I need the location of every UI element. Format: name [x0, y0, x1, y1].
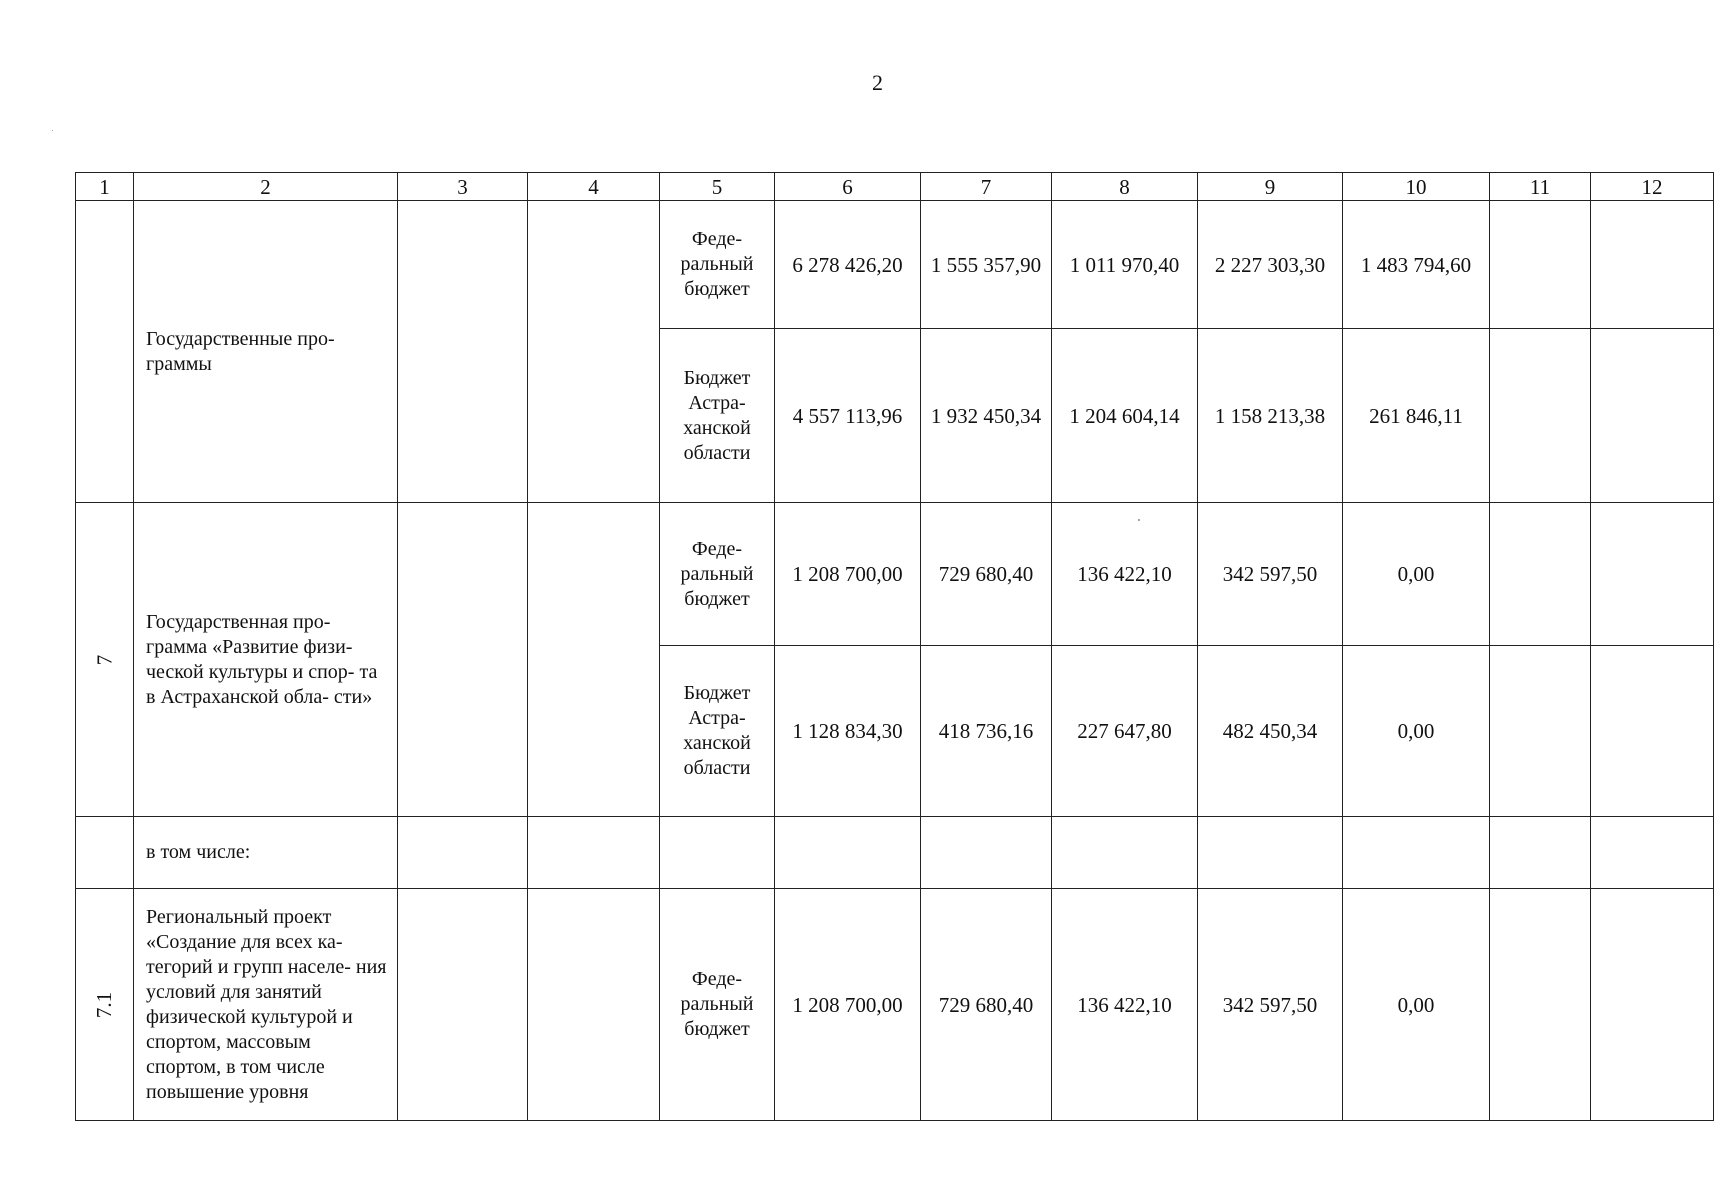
scan-speck — [52, 130, 53, 131]
header-cell: 12 — [1591, 173, 1714, 201]
row-number-cell: 7.1 — [76, 889, 134, 1121]
value-cell: 1 208 700,00 — [775, 503, 921, 646]
value-cell: 729 680,40 — [921, 503, 1052, 646]
empty-cell — [1198, 817, 1343, 889]
value-cell: 261 846,11 — [1343, 329, 1490, 503]
empty-cell — [398, 817, 528, 889]
budget-table — [75, 172, 1714, 1121]
value-cell: 1 932 450,34 — [921, 329, 1052, 503]
empty-cell — [1343, 817, 1490, 889]
value-cell: 482 450,34 — [1198, 646, 1343, 817]
table-row — [76, 817, 1714, 889]
value-cell: 342 597,50 — [1198, 889, 1343, 1121]
empty-cell — [1490, 889, 1591, 1121]
program-name-cell: Государственная про- грамма «Развитие физи- ческой культуры и спор- та в Астраханской обла- сти» — [134, 503, 398, 817]
header-cell: 10 — [1343, 173, 1490, 201]
empty-cell — [1490, 503, 1591, 646]
empty-cell — [1591, 329, 1714, 503]
value-cell: 0,00 — [1343, 503, 1490, 646]
header-cell: 5 — [660, 173, 775, 201]
value-cell: 1 208 700,00 — [775, 889, 921, 1121]
row-number-cell — [76, 201, 134, 503]
value-cell: 342 597,50 — [1198, 503, 1343, 646]
value-cell: 136 422,10 — [1052, 503, 1198, 646]
table-row — [76, 503, 1714, 646]
empty-cell — [528, 817, 660, 889]
empty-cell — [921, 817, 1052, 889]
header-cell: 9 — [1198, 173, 1343, 201]
empty-cell — [660, 817, 775, 889]
value-cell: 0,00 — [1343, 889, 1490, 1121]
program-name-cell: Региональный проект «Создание для всех ка- тегорий и групп населе- ния условий для занятий физической культурой и спортом, массовым спортом, в том числе повышение уровня — [134, 889, 398, 1121]
funding-source-cell: Бюджет Астра- ханской области — [660, 329, 775, 503]
value-cell: 0,00 — [1343, 646, 1490, 817]
header-cell: 6 — [775, 173, 921, 201]
funding-source-cell: Бюджет Астра- ханской области — [660, 646, 775, 817]
value-cell: 1 204 604,14 — [1052, 329, 1198, 503]
empty-cell — [1591, 817, 1714, 889]
value-cell: 136 422,10 — [1052, 889, 1198, 1121]
empty-cell — [1490, 201, 1591, 329]
value-cell: 729 680,40 — [921, 889, 1052, 1121]
value-cell: 2 227 303,30 — [1198, 201, 1343, 329]
header-cell: 7 — [921, 173, 1052, 201]
funding-source-cell: Феде- ральный бюджет — [660, 201, 775, 329]
header-cell: 11 — [1490, 173, 1591, 201]
header-cell: 8 — [1052, 173, 1198, 201]
table-row — [76, 889, 1714, 1121]
value-cell: 1 555 357,90 — [921, 201, 1052, 329]
scan-speck — [1138, 519, 1140, 521]
value-cell: 1 158 213,38 — [1198, 329, 1343, 503]
value-cell: 418 736,16 — [921, 646, 1052, 817]
empty-cell — [775, 817, 921, 889]
page-number: 2 — [872, 70, 883, 95]
header-cell: 4 — [528, 173, 660, 201]
row-number-cell: 7 — [76, 503, 134, 817]
header-row — [76, 173, 1714, 201]
empty-cell — [1490, 817, 1591, 889]
empty-cell — [398, 889, 528, 1121]
empty-cell — [528, 503, 660, 817]
table-row — [76, 201, 1714, 329]
header-cell: 2 — [134, 173, 398, 201]
program-name-cell: в том числе: — [134, 817, 398, 889]
value-cell: 227 647,80 — [1052, 646, 1198, 817]
value-cell: 1 011 970,40 — [1052, 201, 1198, 329]
empty-cell — [398, 201, 528, 503]
empty-cell — [1490, 646, 1591, 817]
value-cell: 1 483 794,60 — [1343, 201, 1490, 329]
funding-source-cell: Феде- ральный бюджет — [660, 503, 775, 646]
empty-cell — [1591, 201, 1714, 329]
header-cell: 3 — [398, 173, 528, 201]
value-cell: 6 278 426,20 — [775, 201, 921, 329]
value-cell: 1 128 834,30 — [775, 646, 921, 817]
funding-source-cell: Феде- ральный бюджет — [660, 889, 775, 1121]
empty-cell — [528, 201, 660, 503]
empty-cell — [528, 889, 660, 1121]
empty-cell — [1490, 329, 1591, 503]
row-number-cell — [76, 817, 134, 889]
empty-cell — [1591, 889, 1714, 1121]
empty-cell — [1591, 646, 1714, 817]
empty-cell — [398, 503, 528, 817]
program-name-cell: Государственные про- граммы — [134, 201, 398, 503]
header-cell: 1 — [76, 173, 134, 201]
empty-cell — [1052, 817, 1198, 889]
empty-cell — [1591, 503, 1714, 646]
value-cell: 4 557 113,96 — [775, 329, 921, 503]
